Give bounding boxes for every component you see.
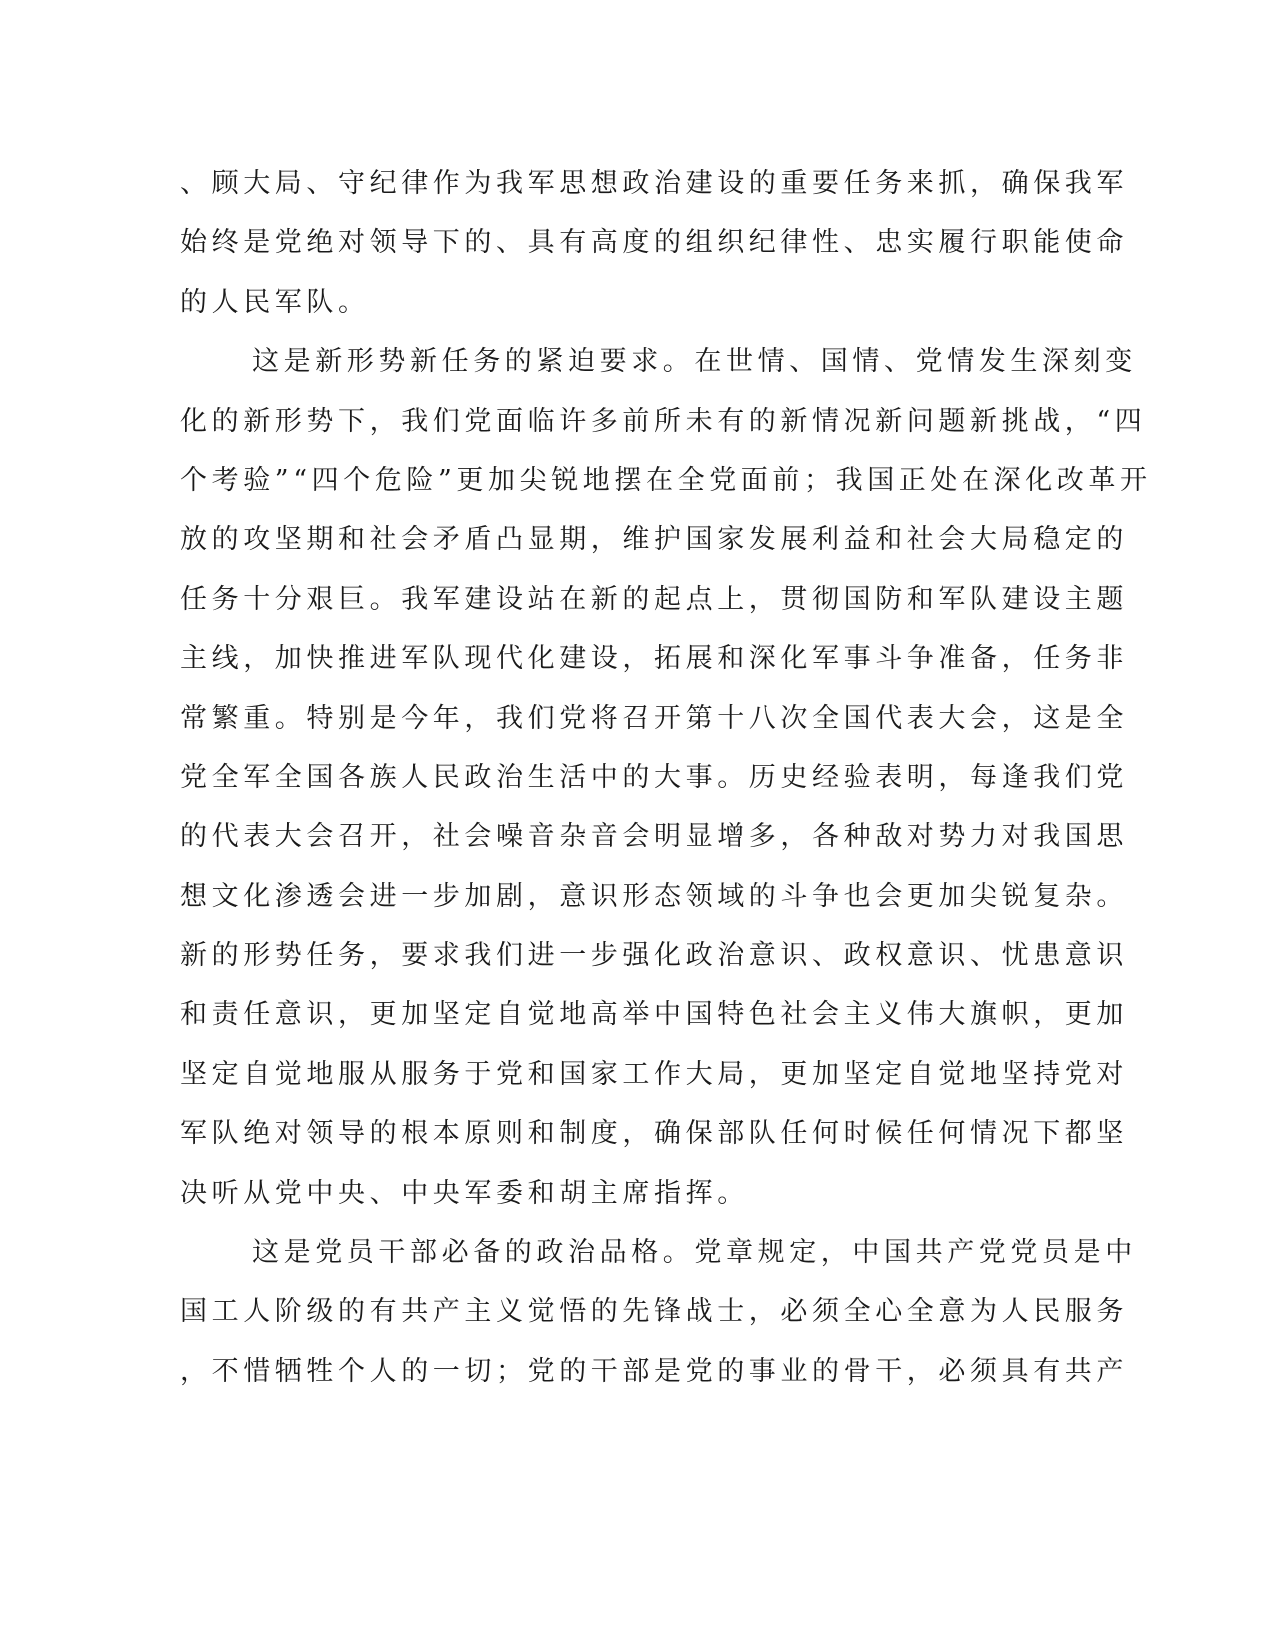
text-line: 军队绝对领导的根本原则和制度，确保部队任何时候任何情况下都坚 <box>180 1118 1128 1150</box>
text-line: 始终是党绝对领导下的、具有高度的组织纪律性、忠实履行职能使命 <box>180 227 1128 259</box>
text-line: 任务十分艰巨。我军建设站在新的起点上，贯彻国防和军队建设主题 <box>180 583 1128 615</box>
text-line: 的人民军队。 <box>180 286 370 318</box>
text-line: 的代表大会召开，社会噪音杂音会明显增多，各种敌对势力对我国思 <box>180 821 1128 853</box>
text-line: 和责任意识，更加坚定自觉地高举中国特色社会主义伟大旗帜，更加 <box>180 999 1128 1031</box>
document-body <box>180 154 1152 1401</box>
text-line: 个考验”“四个危险”更加尖锐地摆在全党面前；我国正处在深化改革开 <box>180 464 1152 496</box>
text-line: 、顾大局、守纪律作为我军思想政治建设的重要任务来抓，确保我军 <box>180 168 1128 199</box>
text-line: 新的形势任务，要求我们进一步强化政治意识、政权意识、忧患意识 <box>180 940 1128 972</box>
text-line: 决听从党中央、中央军委和胡主席指挥。 <box>180 1177 749 1209</box>
text-line: 放的攻坚期和社会矛盾凸显期，维护国家发展利益和社会大局稳定的 <box>180 524 1128 556</box>
text-line: 主线，加快推进军队现代化建设，拓展和深化军事斗争准备，任务非 <box>180 643 1128 675</box>
text-line: 坚定自觉地服从服务于党和国家工作大局，更加坚定自觉地坚持党对 <box>180 1058 1128 1090</box>
text-line: ，不惜牺牲个人的一切；党的干部是党的事业的骨干，必须具有共产 <box>180 1355 1128 1387</box>
paragraph-start-line: 这是党员干部必备的政治品格。党章规定，中国共产党党员是中 <box>252 1237 1137 1269</box>
paragraph-start-line: 这是新形势新任务的紧迫要求。在世情、国情、党情发生深刻变 <box>252 346 1137 378</box>
text-line: 想文化渗透会进一步加剧，意识形态领域的斗争也会更加尖锐复杂。 <box>180 880 1128 912</box>
text-line: 常繁重。特别是今年，我们党将召开第十八次全国代表大会，这是全 <box>180 702 1128 734</box>
text-line: 国工人阶级的有共产主义觉悟的先锋战士，必须全心全意为人民服务 <box>180 1296 1128 1328</box>
text-line: 化的新形势下，我们党面临许多前所未有的新情况新问题新挑战，“四 <box>180 405 1147 437</box>
text-line: 党全军全国各族人民政治生活中的大事。历史经验表明，每逢我们党 <box>180 761 1128 793</box>
